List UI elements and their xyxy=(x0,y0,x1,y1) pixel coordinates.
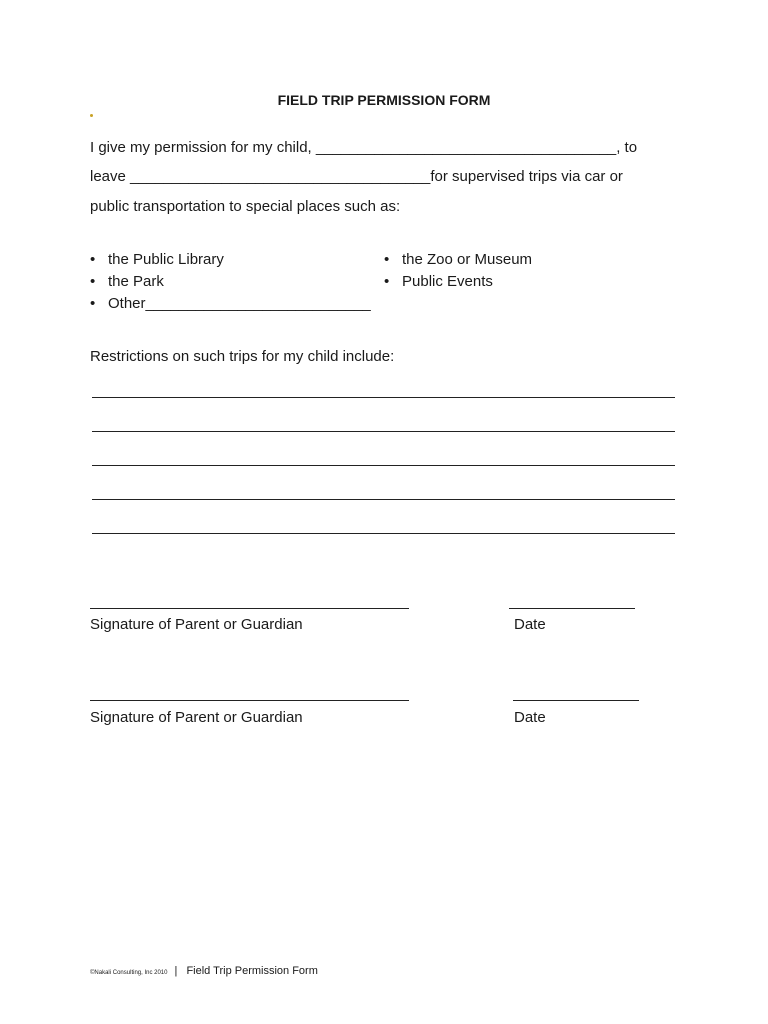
date-line xyxy=(513,700,639,701)
restriction-line xyxy=(92,533,675,534)
form-title: FIELD TRIP PERMISSION FORM xyxy=(277,92,491,108)
footer-separator: | xyxy=(174,965,178,977)
permission-line-2: leave ____________________________________for supervised trips via car or xyxy=(90,168,623,185)
date-line xyxy=(509,608,635,609)
place-label: the Zoo or Museum xyxy=(402,251,533,268)
footer-form-name: Field Trip Permission Form xyxy=(186,965,318,977)
list-item xyxy=(90,249,371,271)
bullet-icon: • xyxy=(90,295,96,312)
restriction-line xyxy=(92,397,675,398)
places-list-left xyxy=(90,249,371,315)
signature-line xyxy=(90,700,409,701)
list-item xyxy=(90,293,371,315)
list-item xyxy=(384,249,532,271)
signature-label: Signature of Parent or Guardian xyxy=(90,616,303,633)
places-list-right xyxy=(384,249,532,293)
place-label: Other___________________________ xyxy=(108,295,371,312)
place-label: the Public Library xyxy=(108,251,224,268)
restriction-line xyxy=(92,431,675,432)
bullet-icon: • xyxy=(384,273,390,290)
permission-line-3: public transportation to special places such as: xyxy=(90,198,401,215)
bullet-icon: • xyxy=(384,251,390,268)
signature-label: Signature of Parent or Guardian xyxy=(90,709,303,726)
list-item xyxy=(90,271,371,293)
date-label: Date xyxy=(514,709,546,726)
footer-copyright: ©Nakali Consulting, Inc 2010 xyxy=(90,970,168,976)
bullet-icon: • xyxy=(90,273,96,290)
list-item xyxy=(384,271,532,293)
bullet-icon: • xyxy=(90,251,96,268)
permission-line-1: I give my permission for my child, ____________________________________, to xyxy=(90,139,638,156)
date-label: Date xyxy=(514,616,546,633)
footer xyxy=(90,965,318,977)
restriction-line xyxy=(92,499,675,500)
decorative-dot xyxy=(90,114,93,117)
signature-line xyxy=(90,608,409,609)
restrictions-label: Restrictions on such trips for my child include: xyxy=(90,348,395,365)
place-label: Public Events xyxy=(402,273,493,290)
restriction-line xyxy=(92,465,675,466)
place-label: the Park xyxy=(108,273,164,290)
